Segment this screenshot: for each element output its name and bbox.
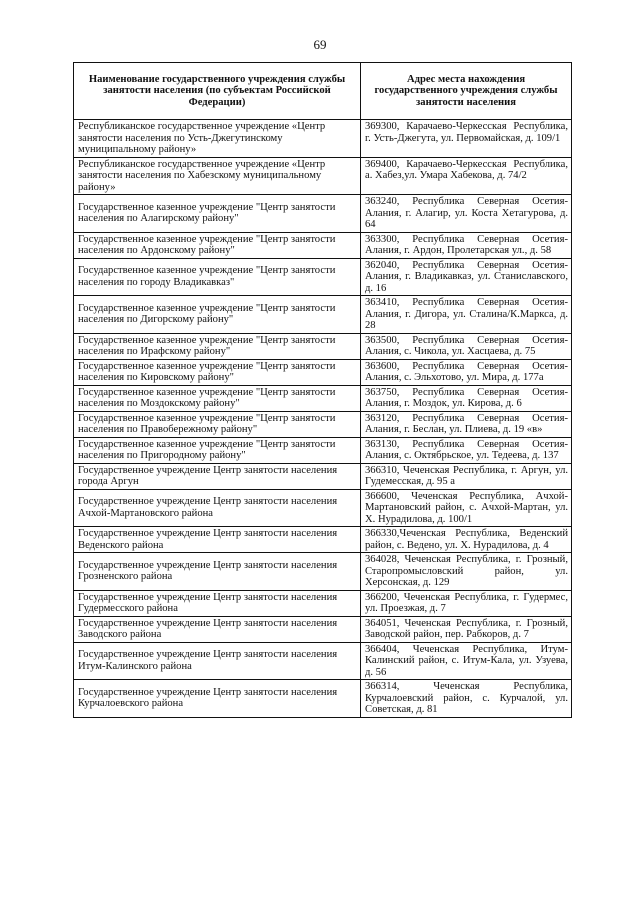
institution-name: Государственное учреждение Центр занятости населения Гудермесского района: [74, 590, 361, 616]
institution-name: Государственное казенное учреждение "Центр занятости населения по Ирафскому району": [74, 333, 361, 359]
table-row: [74, 359, 572, 385]
institution-address: 369300, Карачаево-Черкесская Республика, г. Усть-Джегута, ул. Первомайская, д. 109/1: [361, 120, 572, 158]
institution-address: 362040, Республика Северная Осетия-Алания, г. Владикавказ, ул. Станиславского, д. 16: [361, 258, 572, 296]
page-number: 69: [313, 37, 327, 52]
institution-name: Государственное казенное учреждение "Центр занятости населения по городу Владикавказ": [74, 258, 361, 296]
table-row: [74, 553, 572, 591]
institution-address: 366600, Чеченская Республика, Ачхой-Мартановский район, с. Ачхой-Мартан, ул. Х. Нурадилова, д. 100/1: [361, 489, 572, 527]
institution-address: 363130, Республика Северная Осетия-Алания, с. Октябрьское, ул. Тедеева, д. 137: [361, 437, 572, 463]
institution-address: 366200, Чеченская Республика, г. Гудермес, ул. Проезжая, д. 7: [361, 590, 572, 616]
institution-address: 363120, Республика Северная Осетия-Алания, г. Беслан, ул. Плиева, д. 19 «в»: [361, 411, 572, 437]
table-row: [74, 195, 572, 233]
table-row: [74, 527, 572, 553]
table-row: [74, 616, 572, 642]
institution-address: 366404, Чеченская Республика, Итум-Калинский район, с. Итум-Кала, ул. Узуева, д. 56: [361, 642, 572, 680]
institution-name: Государственное казенное учреждение "Центр занятости населения по Алагирскому району": [74, 195, 361, 233]
institution-name: Республиканское государственное учреждение «Центр занятости населения по Хабезскому муниципальному району»: [74, 157, 361, 195]
institution-name: Государственное учреждение Центр занятости населения города Аргун: [74, 463, 361, 489]
institution-address: 364028, Чеченская Республика, г. Грозный, Старопромысловский район, ул. Херсонская, д. 129: [361, 553, 572, 591]
employment-centers-table: [73, 62, 572, 718]
institution-address: 363500, Республика Северная Осетия-Алания, с. Чикола, ул. Хасцаева, д. 75: [361, 333, 572, 359]
institution-address: 364051, Чеченская Республика, г. Грозный, Заводской район, пер. Рабкоров, д. 7: [361, 616, 572, 642]
table-row: [74, 120, 572, 158]
table-row: [74, 463, 572, 489]
institution-name: Государственное учреждение Центр занятости населения Грозненского района: [74, 553, 361, 591]
institution-name: Государственное казенное учреждение "Центр занятости населения по Дигорскому району": [74, 296, 361, 334]
institution-address: 366314, Чеченская Республика, Курчалоевский район, с. Курчалой, ул. Советская, д. 81: [361, 680, 572, 718]
institution-address: 363240, Республика Северная Осетия-Алания, г. Алагир, ул. Коста Хетагурова, д. 64: [361, 195, 572, 233]
table-row: [74, 232, 572, 258]
institution-address: 366330,Чеченская Республика, Веденский район, с. Ведено, ул. Х. Нурадилова, д. 4: [361, 527, 572, 553]
table-row: [74, 642, 572, 680]
institution-name: Государственное казенное учреждение "Центр занятости населения по Кировскому району": [74, 359, 361, 385]
institution-name: Государственное учреждение Центр занятости населения Заводского района: [74, 616, 361, 642]
institution-address: 369400, Карачаево-Черкесская Республика, а. Хабез,ул. Умара Хабекова, д. 74/2: [361, 157, 572, 195]
header-name: Наименование государственного учреждения службы занятости населения (по субъектам Российской Федерации): [74, 63, 361, 120]
institution-name: Республиканское государственное учреждение «Центр занятости населения по Усть-Джегутинскому муниципальному району»: [74, 120, 361, 158]
table-row: [74, 680, 572, 718]
institution-name: Государственное учреждение Центр занятости населения Ачхой-Мартановского района: [74, 489, 361, 527]
institution-name: Государственное казенное учреждение "Центр занятости населения по Пригородному району": [74, 437, 361, 463]
header-address: Адрес места нахождения государственного учреждения службы занятости населения: [361, 63, 572, 120]
institution-address: 363410, Республика Северная Осетия-Алания, г. Дигора, ул. Сталина/К.Маркса, д. 28: [361, 296, 572, 334]
institution-name: Государственное казенное учреждение "Центр занятости населения по Моздокскому району": [74, 385, 361, 411]
institution-name: Государственное учреждение Центр занятости населения Итум-Калинского района: [74, 642, 361, 680]
institution-name: Государственное казенное учреждение "Центр занятости населения по Ардонскому району": [74, 232, 361, 258]
table-row: [74, 489, 572, 527]
table-row: [74, 411, 572, 437]
institution-name: Государственное учреждение Центр занятости населения Курчалоевского района: [74, 680, 361, 718]
table-row: [74, 258, 572, 296]
table-row: [74, 157, 572, 195]
table-row: [74, 296, 572, 334]
institution-name: Государственное казенное учреждение "Центр занятости населения по Правобережному району": [74, 411, 361, 437]
table-header-row: [74, 63, 572, 120]
table-row: [74, 437, 572, 463]
institution-address: 366310, Чеченская Республика, г. Аргун, ул. Гудемесская, д. 95 а: [361, 463, 572, 489]
institution-address: 363300, Республика Северная Осетия-Алания, г. Ардон, Пролетарская ул., д. 58: [361, 232, 572, 258]
institution-address: 363600, Республика Северная Осетия-Алания, с. Эльхотово, ул. Мира, д. 177а: [361, 359, 572, 385]
institution-address: 363750, Республика Северная Осетия-Алания, г. Моздок, ул. Кирова, д. 6: [361, 385, 572, 411]
institution-name: Государственное учреждение Центр занятости населения Веденского района: [74, 527, 361, 553]
table-row: [74, 590, 572, 616]
table-row: [74, 333, 572, 359]
table-row: [74, 385, 572, 411]
